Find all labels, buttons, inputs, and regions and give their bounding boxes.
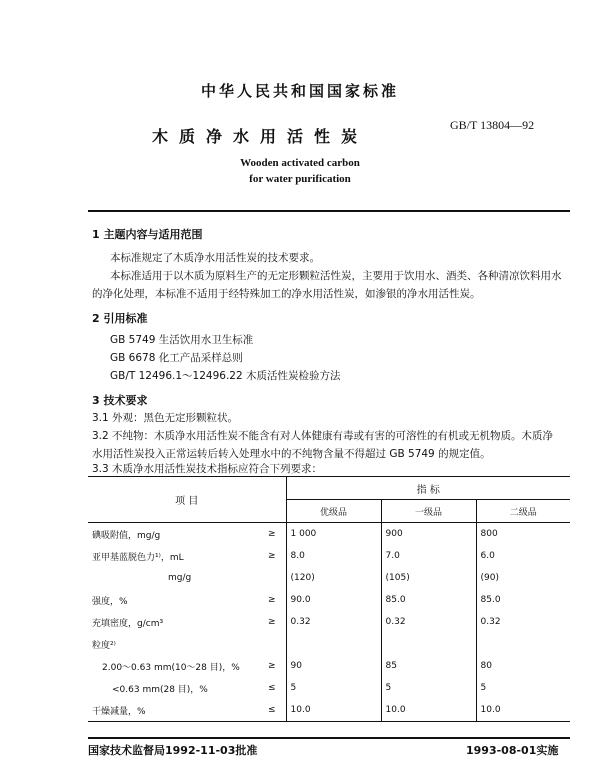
row-op: ≥ bbox=[258, 523, 286, 546]
table-row bbox=[88, 545, 570, 567]
row-item: mg/g bbox=[168, 573, 192, 583]
row-value: 8.0 bbox=[286, 545, 381, 567]
table-row bbox=[88, 611, 570, 633]
row-value: 85 bbox=[381, 655, 476, 677]
row-op bbox=[258, 633, 286, 655]
reference-item: GB/T 12496.1～12496.22 木质活性炭检验方法 bbox=[110, 370, 341, 382]
row-value: 900 bbox=[381, 523, 476, 546]
row-op bbox=[258, 567, 286, 589]
row-value: 5 bbox=[480, 683, 487, 693]
grade-header: 二级品 bbox=[509, 507, 537, 518]
row-value: 90.0 bbox=[286, 589, 381, 611]
row-value: 7.0 bbox=[381, 545, 476, 567]
row-item: 2.00～0.63 mm(10～28 目)，% bbox=[102, 662, 240, 673]
english-title-line1: Wooden activated carbon bbox=[240, 157, 360, 169]
row-item: 充填密度，g/cm³ bbox=[92, 618, 164, 629]
grade-header: 一级品 bbox=[381, 500, 476, 523]
row-value: 6.0 bbox=[480, 551, 495, 561]
table-row bbox=[88, 567, 570, 589]
row-value: 10.0 bbox=[381, 699, 476, 722]
row-value: 10.0 bbox=[286, 699, 381, 722]
row-item: 碘吸附值，mg/g bbox=[92, 530, 161, 541]
table-row bbox=[88, 633, 570, 655]
implementation-date: 1993-08-01实施 bbox=[466, 744, 559, 757]
row-value: 0.32 bbox=[480, 617, 501, 627]
header-index: 指 标 bbox=[286, 477, 570, 500]
row-value: 85.0 bbox=[381, 589, 476, 611]
row-value: 0.32 bbox=[286, 611, 381, 633]
row-op: ≥ bbox=[258, 589, 286, 611]
row-op: ≤ bbox=[258, 677, 286, 699]
row-value: 5 bbox=[286, 677, 381, 699]
org-header: 中华人民共和国国家标准 bbox=[200, 82, 399, 100]
reference-item: GB 5749 生活饮用水卫生标准 bbox=[110, 334, 254, 346]
clause-3-3: 3.3 木质净水用活性炭技术指标应符合下列要求： bbox=[92, 463, 323, 475]
row-value: 800 bbox=[480, 529, 498, 539]
row-value bbox=[476, 633, 570, 655]
row-value: 5 bbox=[381, 677, 476, 699]
row-op: ≥ bbox=[258, 655, 286, 677]
row-item: 强度，% bbox=[92, 596, 128, 607]
grade-header: 优级品 bbox=[286, 500, 381, 523]
section-2-heading: 2 引用标准 bbox=[92, 312, 148, 325]
table-row bbox=[88, 589, 570, 611]
clause-3-1: 3.1 外观：黑色无定形颗粒状。 bbox=[92, 412, 239, 424]
table-row bbox=[88, 699, 570, 722]
section-3-heading: 3 技术要求 bbox=[92, 394, 148, 407]
row-value: (105) bbox=[381, 567, 476, 589]
row-item: 干燥减量，% bbox=[92, 706, 146, 717]
footer-rule bbox=[88, 737, 570, 739]
spec-table bbox=[88, 476, 570, 722]
row-value: 0.32 bbox=[381, 611, 476, 633]
header-item: 项 目 bbox=[88, 477, 286, 523]
english-title-line2: for water purification bbox=[249, 173, 351, 185]
row-value: 80 bbox=[480, 661, 492, 671]
row-value: 10.0 bbox=[480, 705, 501, 715]
row-value: 90 bbox=[286, 655, 381, 677]
table-row bbox=[88, 523, 570, 546]
row-value bbox=[381, 633, 476, 655]
section-1-para2-line2: 的净化处理，本标准不适用于经特殊加工的净水用活性炭，如渗银的净水用活性炭。 bbox=[92, 288, 481, 300]
row-item: 亚甲基蓝脱色力¹⁾，mL bbox=[92, 552, 184, 563]
standard-code: GB/T 13804—92 bbox=[450, 118, 535, 132]
table-row bbox=[88, 677, 570, 699]
row-op: ≥ bbox=[258, 611, 286, 633]
row-item: <0.63 mm(28 目)，% bbox=[112, 684, 208, 695]
doc-title: 木质净水用活性炭 bbox=[152, 127, 369, 146]
section-1-para2-line1: 本标准适用于以木质为原料生产的无定形颗粒活性炭，主要用于饮用水、酒类、各种清凉饮料用水 bbox=[110, 270, 562, 282]
row-value: 1 000 bbox=[286, 523, 381, 546]
row-value: 85.0 bbox=[480, 595, 501, 605]
row-item: 粒度²⁾ bbox=[92, 640, 116, 651]
clause-3-2-line1: 3.2 不纯物：木质净水用活性炭不能含有对人体健康有毒或有害的可溶性的有机或无机物质。木质净 bbox=[92, 430, 554, 442]
row-value: (120) bbox=[286, 567, 381, 589]
section-1-heading: 1 主题内容与适用范围 bbox=[92, 228, 203, 241]
row-value: (90) bbox=[480, 573, 499, 583]
section-1-para1: 本标准规定了木质净水用活性炭的技术要求。 bbox=[110, 252, 320, 264]
row-op: ≤ bbox=[258, 699, 286, 722]
row-op: ≥ bbox=[258, 545, 286, 567]
row-value bbox=[286, 633, 381, 655]
table-row bbox=[88, 655, 570, 677]
approval-date: 国家技术监督局1992-11-03批准 bbox=[88, 744, 258, 757]
clause-3-2-line2: 水用活性炭投入正常运转后转入处理水中的不纯物含量不得超过 GB 5749 的规定值。 bbox=[92, 448, 491, 460]
header-rule bbox=[88, 210, 570, 212]
reference-item: GB 6678 化工产品采样总则 bbox=[110, 352, 243, 364]
